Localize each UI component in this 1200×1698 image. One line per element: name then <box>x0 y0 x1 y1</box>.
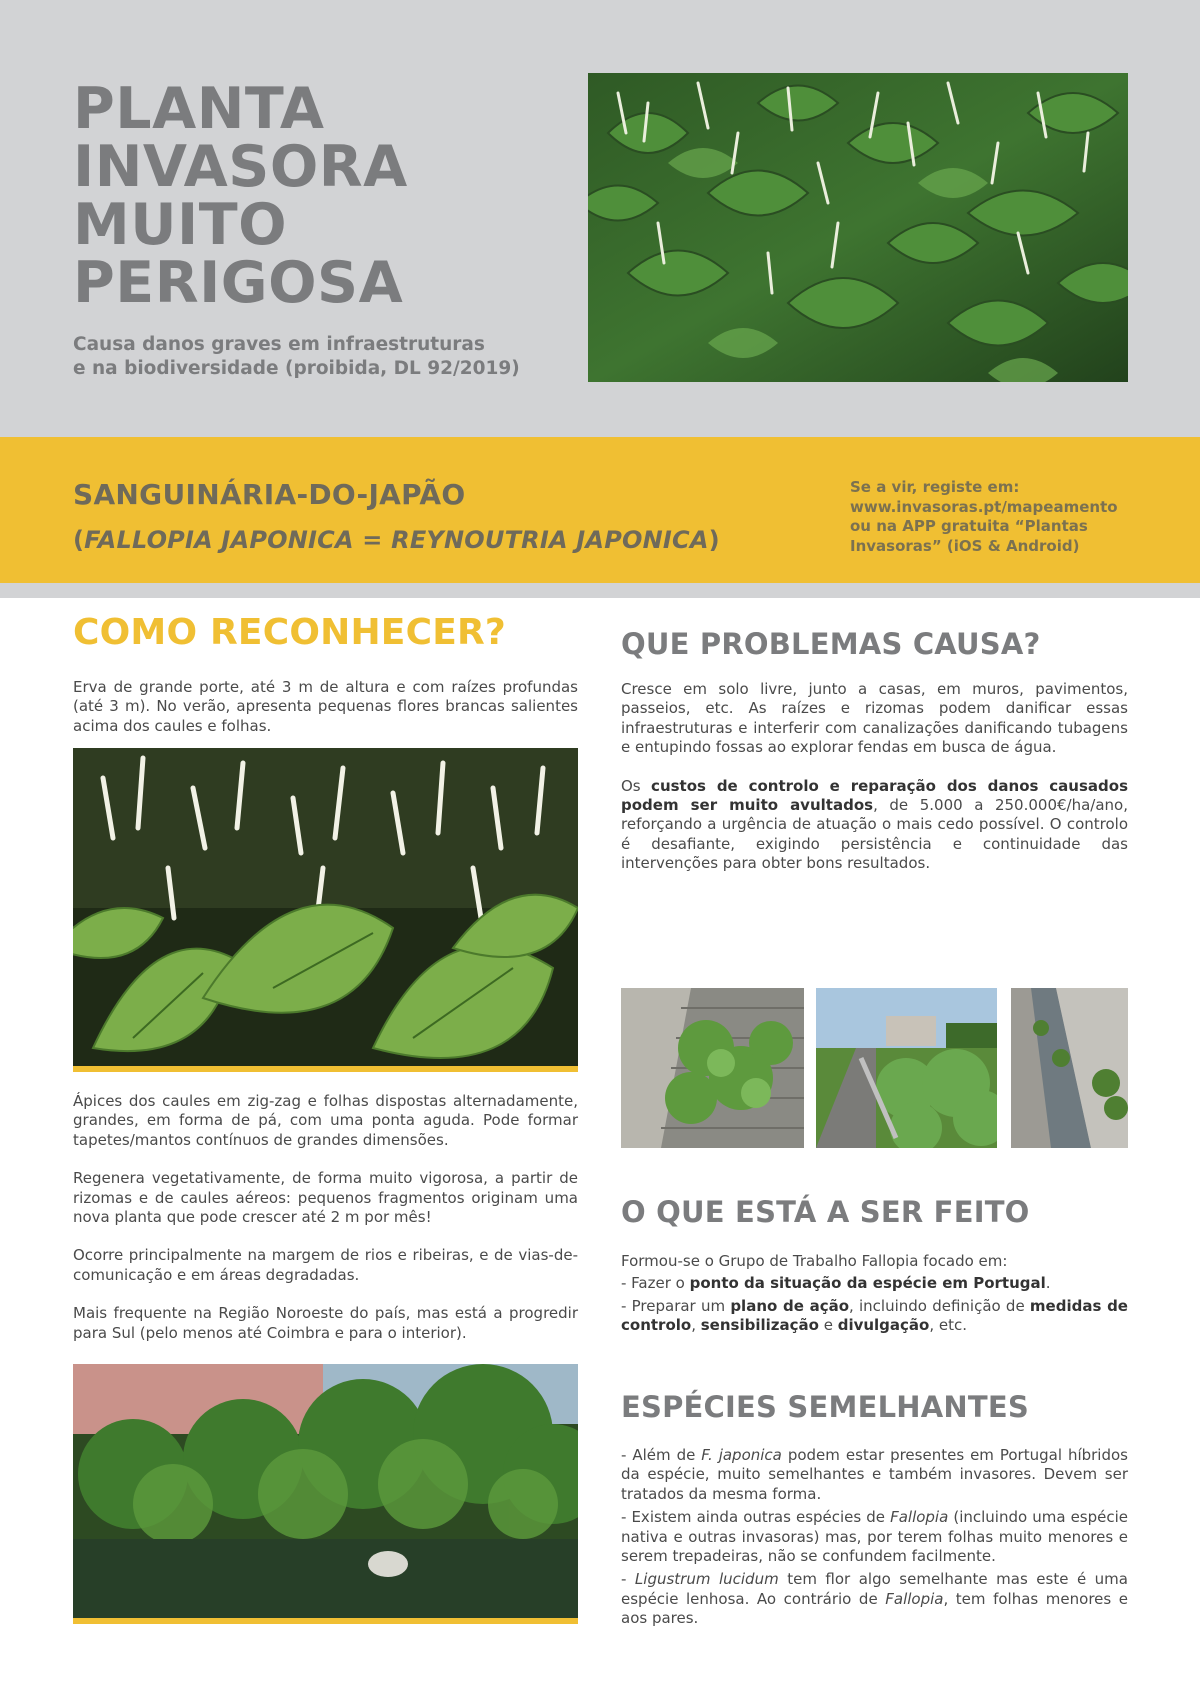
bold-run: divulgação <box>837 1316 930 1335</box>
paren-open: ( <box>73 526 85 554</box>
text-run: - Existem ainda outras espécies de <box>621 1508 891 1527</box>
bold-run: custos de controlo e reparação dos danos causados podem ser muito avultados <box>621 776 1129 815</box>
flowers-closeup-photo <box>73 748 578 1066</box>
text-run: podem estar presentes em Portugal híbridos da espécie, muito semelhantes e também invasores. Devem ser tratados da mesma forma. <box>621 1446 1128 1503</box>
page-subtitle <box>73 333 543 381</box>
problems-paragraph: Cresce em solo livre, junto a casas, em muros, pavimentos, passeios, etc. As raízes e rizomas podem danificar essas infraestruturas e interferir com canalizações danificando tubagens e entupindo fossas ao explorar fendas em busca de água. <box>621 680 1128 757</box>
paragraph-gap <box>73 1150 578 1169</box>
photo-accent-bar <box>73 1618 578 1624</box>
subtitle-line: e na biodiversidade (proibida, DL 92/2019) <box>73 358 520 379</box>
text-run: (incluindo uma espécie nativa e outras invasoras) mas, por terem folhas muito menores e serem trepadeiras, não se confundem facilmente. <box>621 1508 1129 1566</box>
similar-item <box>621 1508 1128 1566</box>
text-run: - Preparar um <box>621 1296 731 1315</box>
recognize-heading: COMO RECONHECER? <box>73 612 506 653</box>
text-run: - Além de <box>621 1446 702 1464</box>
text-run: e <box>818 1316 838 1335</box>
paren-close: ) <box>708 526 720 554</box>
italic-run: Fallopia <box>890 1508 949 1527</box>
bold-run: sensibilização <box>700 1316 819 1335</box>
register-line: Se a vir, registe em: <box>850 478 1020 496</box>
problems-paragraph <box>621 777 1128 874</box>
problems-text <box>621 680 1128 874</box>
recognize-details <box>73 1092 578 1343</box>
recognize-paragraph: Ocorre principalmente na margem de rios e ribeiras, e de vias-de-comunicação e em áreas degradadas. <box>73 1246 578 1284</box>
riverbank-photo <box>73 1364 578 1618</box>
text-run: - <box>621 1570 635 1589</box>
species-common-name: SANGUINÁRIA-DO-JAPÃO <box>73 478 466 511</box>
recognize-intro: Erva de grande porte, até 3 m de altura e com raízes profundas (até 3 m). No verão, apresenta pequenas flores brancas salientes acima dos caules e folhas. <box>73 678 578 735</box>
register-line: ou na APP gratuita “Plantas <box>850 517 1088 535</box>
paragraph-gap <box>73 1285 578 1304</box>
drain-channel-photo <box>1011 988 1128 1148</box>
roadside-photo <box>816 988 997 1148</box>
text-run: Os <box>621 776 652 795</box>
photo-accent-bar <box>73 1066 578 1072</box>
text-run: , incluindo definição de <box>849 1296 1030 1315</box>
text-run: . <box>1045 1274 1051 1293</box>
similar-heading: ESPÉCIES SEMELHANTES <box>621 1390 1029 1424</box>
hero-plant-photo <box>588 73 1128 382</box>
species-scientific-name <box>73 526 720 554</box>
similar-text <box>621 1446 1128 1629</box>
divider <box>0 583 1200 598</box>
bold-run: ponto da situação da espécie em Portugal <box>689 1274 1046 1293</box>
register-notice <box>850 478 1127 556</box>
italic-run: Ligustrum lucidum <box>634 1570 779 1589</box>
title-line: INVASORA <box>73 134 408 200</box>
scientific-name-text: FALLOPIA JAPONICA = REYNOUTRIA JAPONICA <box>84 526 709 554</box>
actions-item <box>621 1274 1128 1293</box>
similar-item <box>621 1446 1128 1504</box>
bold-run: plano de ação <box>730 1296 850 1315</box>
actions-item <box>621 1297 1128 1336</box>
similar-item <box>621 1570 1128 1628</box>
page-title <box>73 76 543 316</box>
title-line: MUITO <box>73 192 288 258</box>
register-line: Invasoras” (iOS & Android) <box>850 536 1080 555</box>
italic-run: F. japonica <box>701 1446 782 1464</box>
recognize-paragraph: Regenera vegetativamente, de forma muito vigorosa, a partir de rizomas e de caules aéreos: pequenos fragmentos originam uma nova planta que pode crescer até 2 m por mês! <box>73 1169 578 1227</box>
italic-run: Fallopia <box>885 1589 944 1608</box>
wall-damage-photo <box>621 988 804 1148</box>
paragraph-gap <box>621 758 1128 777</box>
bold-run: medidas de controlo <box>621 1296 1128 1335</box>
text-run: , de 5.000 a 250.000€/ha/ano, reforçando a urgência de atuação o mais cedo possível. O controlo é desafiante, exigindo persistência e continuidade das intervenções para obter bons resultados. <box>621 796 1128 873</box>
recognize-paragraph: Mais frequente na Região Noroeste do país, mas está a progredir para Sul (pelo menos até Coimbra e para o interior). <box>73 1304 578 1342</box>
title-line: PERIGOSA <box>73 250 404 316</box>
text-run: , etc. <box>929 1316 968 1335</box>
text-run: , <box>691 1316 701 1335</box>
text-run: tem flor algo semelhante mas este é uma espécie lenhosa. Ao contrário de <box>621 1570 1128 1608</box>
subtitle-line: Causa danos graves em infraestruturas <box>73 334 485 355</box>
actions-heading: O QUE ESTÁ A SER FEITO <box>621 1195 1030 1229</box>
problems-heading: QUE PROBLEMAS CAUSA? <box>621 627 1041 661</box>
text-run: , tem folhas menores e aos pares. <box>621 1589 1128 1628</box>
actions-text <box>621 1252 1128 1336</box>
recognize-paragraph: Ápices dos caules em zig-zag e folhas dispostas alternadamente, grandes, em forma de pá, com uma ponta aguda. Pode formar tapetes/mantos contínuos de grandes dimensões. <box>73 1092 578 1149</box>
paragraph-gap <box>73 1227 578 1246</box>
text-run: - Fazer o <box>621 1274 690 1293</box>
actions-intro: Formou-se o Grupo de Trabalho Fallopia focado em: <box>621 1252 1008 1270</box>
title-line: PLANTA <box>73 76 325 142</box>
register-link[interactable]: www.invasoras.pt/mapeamento <box>850 497 1118 516</box>
